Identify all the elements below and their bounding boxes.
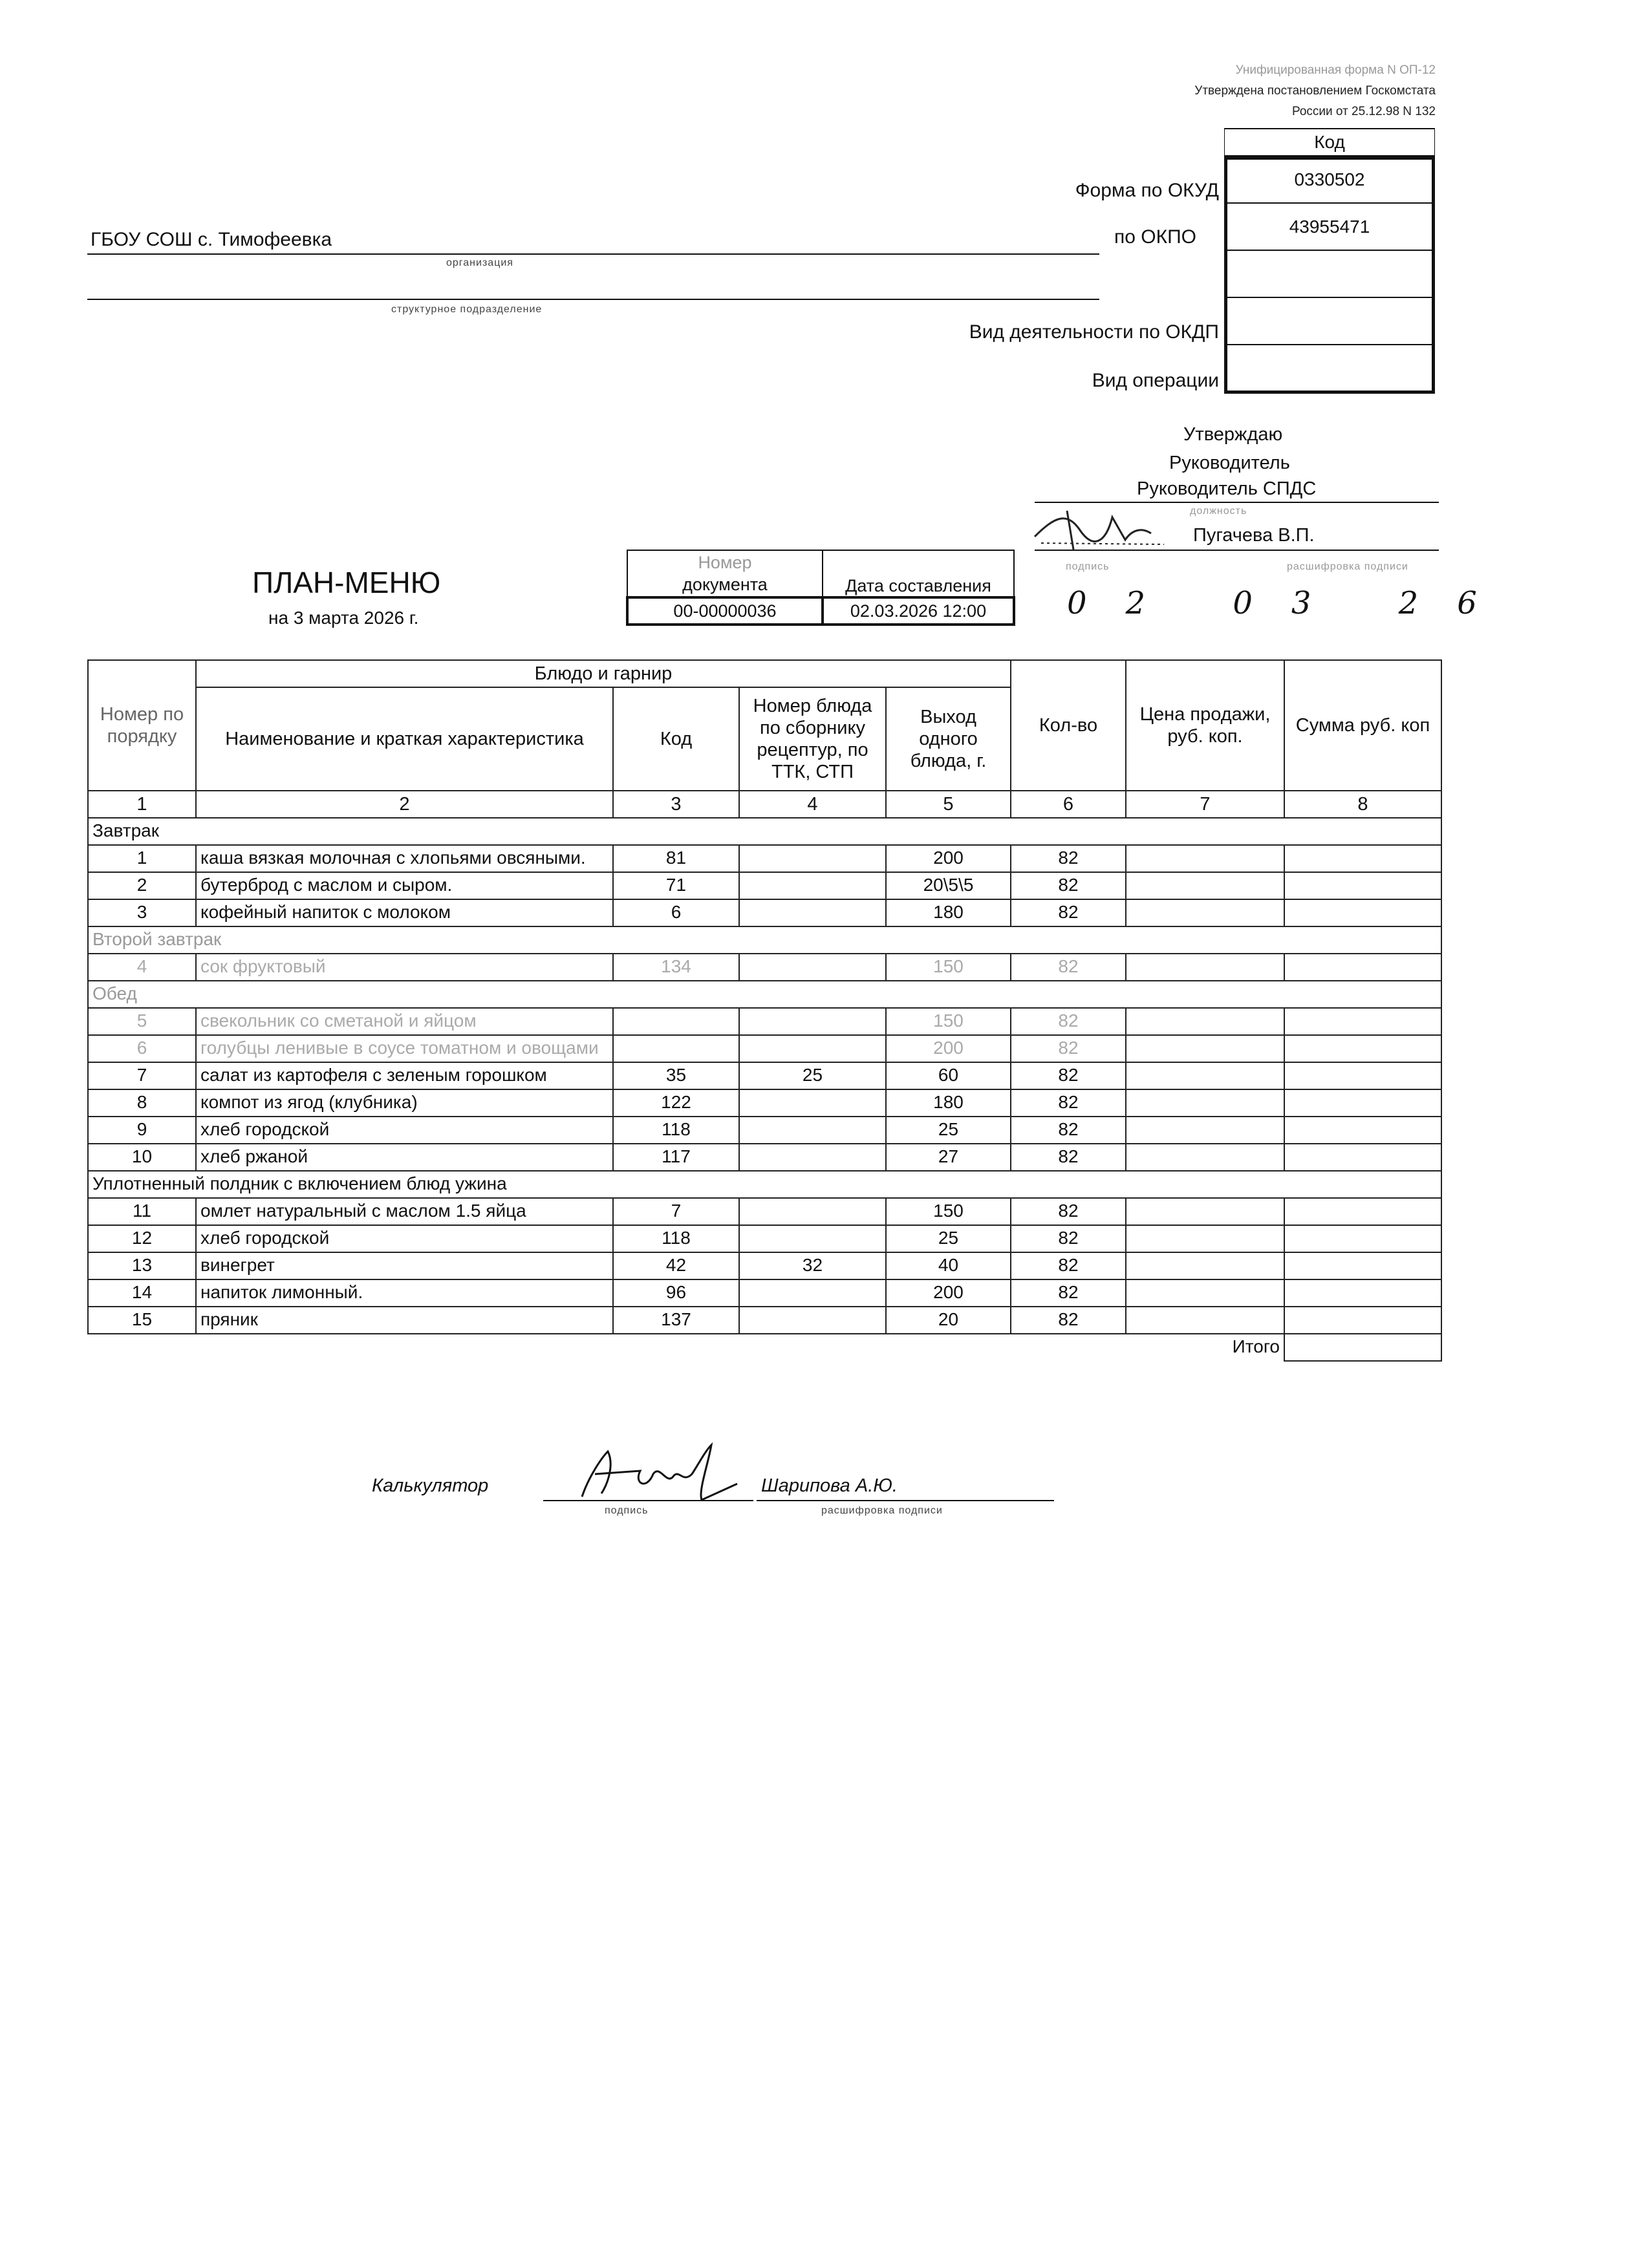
total-row (88, 1334, 1441, 1361)
row-number: 14 (88, 1279, 196, 1307)
row-code: 6 (613, 899, 739, 926)
row-output: 27 (886, 1144, 1011, 1171)
row-output: 200 (886, 1279, 1011, 1307)
col-number: 8 (1284, 791, 1441, 818)
section-title: Уплотненный полдник с включением блюд ужина (88, 1171, 1441, 1198)
row-price (1126, 1035, 1284, 1062)
table-row (88, 872, 1441, 899)
code-box-frame (1224, 156, 1435, 394)
row-number: 5 (88, 1008, 196, 1035)
row-recipe (739, 1307, 886, 1334)
organization-name: ГБОУ СОШ с. Тимофеевка (91, 229, 332, 250)
row-name: пряник (196, 1307, 613, 1334)
row-price (1126, 1062, 1284, 1089)
table-row (88, 1035, 1441, 1062)
col-number: 1 (88, 791, 196, 818)
row-recipe (739, 1035, 886, 1062)
section-title: Завтрак (88, 818, 1441, 845)
table-row (88, 1198, 1441, 1225)
header-price: Цена продажи, руб. коп. (1126, 660, 1284, 791)
page-title: ПЛАН-МЕНЮ (252, 566, 441, 599)
table-row (88, 1117, 1441, 1144)
row-recipe (739, 899, 886, 926)
row-output: 200 (886, 845, 1011, 872)
table-row (88, 1144, 1441, 1171)
row-output: 25 (886, 1117, 1011, 1144)
calculator-name: Шарипова А.Ю. (761, 1475, 898, 1496)
row-sum (1284, 1225, 1441, 1252)
row-number: 2 (88, 872, 196, 899)
row-qty: 82 (1011, 1062, 1126, 1089)
title-date: на 3 марта 2026 г. (268, 608, 419, 628)
doc-number-label (627, 550, 823, 597)
okud-label: Форма по ОКУД (1075, 180, 1219, 201)
table-row (88, 845, 1441, 872)
table-row (88, 1307, 1441, 1334)
row-qty: 82 (1011, 1198, 1126, 1225)
row-sum (1284, 1008, 1441, 1035)
row-price (1126, 1089, 1284, 1117)
row-qty: 82 (1011, 1225, 1126, 1252)
row-sum (1284, 1144, 1441, 1171)
menu-body (88, 818, 1441, 1334)
row-number: 12 (88, 1225, 196, 1252)
table-row (88, 1252, 1441, 1279)
col-number: 4 (739, 791, 886, 818)
row-output: 20 (886, 1307, 1011, 1334)
row-name: каша вязкая молочная с хлопьями овсяными. (196, 845, 613, 872)
row-name: сок фруктовый (196, 954, 613, 981)
row-code: 122 (613, 1089, 739, 1117)
row-number: 7 (88, 1062, 196, 1089)
row-number: 9 (88, 1117, 196, 1144)
col-number: 5 (886, 791, 1011, 818)
row-number: 1 (88, 845, 196, 872)
okud-value: 0330502 (1224, 156, 1435, 204)
approver-signature (1028, 504, 1170, 556)
calculator-decode-caption: расшифровка подписи (821, 1505, 943, 1516)
total-label: Итого (88, 1334, 1284, 1361)
row-recipe (739, 954, 886, 981)
row-qty: 82 (1011, 899, 1126, 926)
row-number: 11 (88, 1198, 196, 1225)
row-name: омлет натуральный с маслом 1.5 яйца (196, 1198, 613, 1225)
approver-name: Пугачева В.П. (1193, 525, 1315, 546)
operation-label: Вид операции (1092, 370, 1219, 391)
col-number: 7 (1126, 791, 1284, 818)
row-code (613, 1008, 739, 1035)
document-info-table (626, 550, 1015, 626)
row-code: 42 (613, 1252, 739, 1279)
handwritten-date: 02 03 26 (1067, 585, 1516, 621)
header-group: Блюдо и гарнир (196, 660, 1011, 687)
row-recipe (739, 872, 886, 899)
row-recipe: 25 (739, 1062, 886, 1089)
doc-number-value: 00-00000036 (627, 597, 823, 625)
table-row (88, 1089, 1441, 1117)
row-name: свекольник со сметаной и яйцом (196, 1008, 613, 1035)
row-name: винегрет (196, 1252, 613, 1279)
row-number: 13 (88, 1252, 196, 1279)
row-code: 35 (613, 1062, 739, 1089)
approved-line-2: России от 25.12.98 N 132 (1292, 105, 1436, 118)
table-row (88, 1279, 1441, 1307)
calculator-signature (569, 1439, 776, 1510)
header-recipe: Номер блюда по сборнику рецептур, по ТТК, СТП (739, 687, 886, 791)
row-output: 150 (886, 1198, 1011, 1225)
row-recipe (739, 1279, 886, 1307)
calculator-label: Калькулятор (372, 1475, 489, 1496)
row-code: 71 (613, 872, 739, 899)
row-code: 137 (613, 1307, 739, 1334)
row-price (1126, 845, 1284, 872)
table-row (88, 899, 1441, 926)
row-sum (1284, 1117, 1441, 1144)
row-code: 96 (613, 1279, 739, 1307)
doc-date-value: 02.03.2026 12:00 (823, 597, 1014, 625)
row-code: 118 (613, 1117, 739, 1144)
position-value: Руководитель СПДС (1137, 478, 1317, 499)
row-output: 25 (886, 1225, 1011, 1252)
row-output: 150 (886, 954, 1011, 981)
column-numbers-row (88, 791, 1441, 818)
row-name: компот из ягод (клубника) (196, 1089, 613, 1117)
row-recipe (739, 1008, 886, 1035)
code-title: Код (1224, 128, 1435, 156)
row-code: 117 (613, 1144, 739, 1171)
row-code: 81 (613, 845, 739, 872)
header-qty: Кол-во (1011, 660, 1126, 791)
header-sum: Сумма руб. коп (1284, 660, 1441, 791)
calculator-name-line (757, 1500, 1054, 1501)
row-qty: 82 (1011, 954, 1126, 981)
row-price (1126, 1225, 1284, 1252)
position-line (1035, 502, 1439, 503)
table-header-row-1 (88, 660, 1441, 687)
calculator-signature-caption: подпись (605, 1505, 649, 1516)
col-number: 2 (196, 791, 613, 818)
row-price (1126, 954, 1284, 981)
row-number: 10 (88, 1144, 196, 1171)
row-qty: 82 (1011, 1035, 1126, 1062)
row-recipe (739, 845, 886, 872)
row-sum (1284, 845, 1441, 872)
row-code: 134 (613, 954, 739, 981)
row-sum (1284, 1035, 1441, 1062)
row-output: 180 (886, 1089, 1011, 1117)
head-label: Руководитель (1169, 453, 1290, 473)
row-number: 6 (88, 1035, 196, 1062)
row-price (1126, 1279, 1284, 1307)
row-qty: 82 (1011, 1008, 1126, 1035)
row-sum (1284, 872, 1441, 899)
row-sum (1284, 1252, 1441, 1279)
table-row (88, 954, 1441, 981)
row-recipe: 32 (739, 1252, 886, 1279)
okpo-value: 43955471 (1224, 204, 1435, 251)
okpo-label: по ОКПО (1114, 226, 1196, 248)
doc-number-label-1: Номер (698, 553, 752, 572)
unified-form-note: Унифицированная форма N ОП-12 (1235, 63, 1436, 77)
col-number: 3 (613, 791, 739, 818)
section-title: Второй завтрак (88, 926, 1441, 954)
header-num: Номер по порядку (88, 660, 196, 791)
calculator-signature-line (543, 1500, 753, 1501)
doc-date-label: Дата составления (823, 550, 1014, 597)
position-caption: должность (1190, 506, 1247, 517)
row-output: 200 (886, 1035, 1011, 1062)
row-sum (1284, 954, 1441, 981)
section-row (88, 1171, 1441, 1198)
row-qty: 82 (1011, 872, 1126, 899)
row-qty: 82 (1011, 1279, 1126, 1307)
row-recipe (739, 1117, 886, 1144)
row-output: 150 (886, 1008, 1011, 1035)
row-name: салат из картофеля с зеленым горошком (196, 1062, 613, 1089)
row-qty: 82 (1011, 1307, 1126, 1334)
row-price (1126, 1144, 1284, 1171)
header-code: Код (613, 687, 739, 791)
row-price (1126, 1252, 1284, 1279)
row-output: 180 (886, 899, 1011, 926)
code-box (1224, 128, 1435, 392)
row-qty: 82 (1011, 1252, 1126, 1279)
header-name: Наименование и краткая характеристика (196, 687, 613, 791)
approved-line-1: Утверждена постановлением Госкомстата (1194, 84, 1436, 98)
row-sum (1284, 1307, 1441, 1334)
col-number: 6 (1011, 791, 1126, 818)
row-qty: 82 (1011, 1144, 1126, 1171)
row-sum (1284, 1089, 1441, 1117)
row-recipe (739, 1089, 886, 1117)
row-sum (1284, 1062, 1441, 1089)
row-code: 7 (613, 1198, 739, 1225)
row-sum (1284, 1198, 1441, 1225)
table-row (88, 1008, 1441, 1035)
approver-decode-caption: расшифровка подписи (1287, 561, 1408, 572)
section-row (88, 926, 1441, 954)
row-price (1126, 899, 1284, 926)
row-output: 20\5\5 (886, 872, 1011, 899)
department-line (87, 299, 1099, 300)
row-recipe (739, 1198, 886, 1225)
section-title: Обед (88, 981, 1441, 1008)
row-code: 118 (613, 1225, 739, 1252)
header-output: Выход одного блюда, г. (886, 687, 1011, 791)
department-caption: структурное подразделение (391, 304, 543, 315)
row-name: голубцы ленивые в соусе томатном и овощами (196, 1035, 613, 1062)
organization-caption: организация (446, 257, 513, 268)
row-price (1126, 1008, 1284, 1035)
table-row (88, 1062, 1441, 1089)
row-recipe (739, 1225, 886, 1252)
row-qty: 82 (1011, 1089, 1126, 1117)
table-row (88, 1225, 1441, 1252)
okdp-label: Вид деятельности по ОКДП (969, 321, 1219, 343)
row-name: бутерброд с маслом и сыром. (196, 872, 613, 899)
row-number: 3 (88, 899, 196, 926)
row-sum (1284, 899, 1441, 926)
row-price (1126, 872, 1284, 899)
doc-number-label-2: документа (682, 575, 768, 594)
row-recipe (739, 1144, 886, 1171)
total-value (1284, 1334, 1441, 1361)
row-name: хлеб ржаной (196, 1144, 613, 1171)
menu-table (87, 659, 1442, 1362)
row-price (1126, 1198, 1284, 1225)
row-qty: 82 (1011, 845, 1126, 872)
section-row (88, 981, 1441, 1008)
organization-line (87, 253, 1099, 255)
row-price (1126, 1307, 1284, 1334)
row-number: 4 (88, 954, 196, 981)
row-price (1126, 1117, 1284, 1144)
row-sum (1284, 1279, 1441, 1307)
row-output: 60 (886, 1062, 1011, 1089)
row-name: напиток лимонный. (196, 1279, 613, 1307)
row-name: хлеб городской (196, 1117, 613, 1144)
approver-signature-caption: подпись (1066, 561, 1110, 572)
row-name: хлеб городской (196, 1225, 613, 1252)
section-row (88, 818, 1441, 845)
row-code (613, 1035, 739, 1062)
row-name: кофейный напиток с молоком (196, 899, 613, 926)
row-output: 40 (886, 1252, 1011, 1279)
row-number: 15 (88, 1307, 196, 1334)
approve-label: Утверждаю (1183, 424, 1283, 445)
row-number: 8 (88, 1089, 196, 1117)
row-qty: 82 (1011, 1117, 1126, 1144)
